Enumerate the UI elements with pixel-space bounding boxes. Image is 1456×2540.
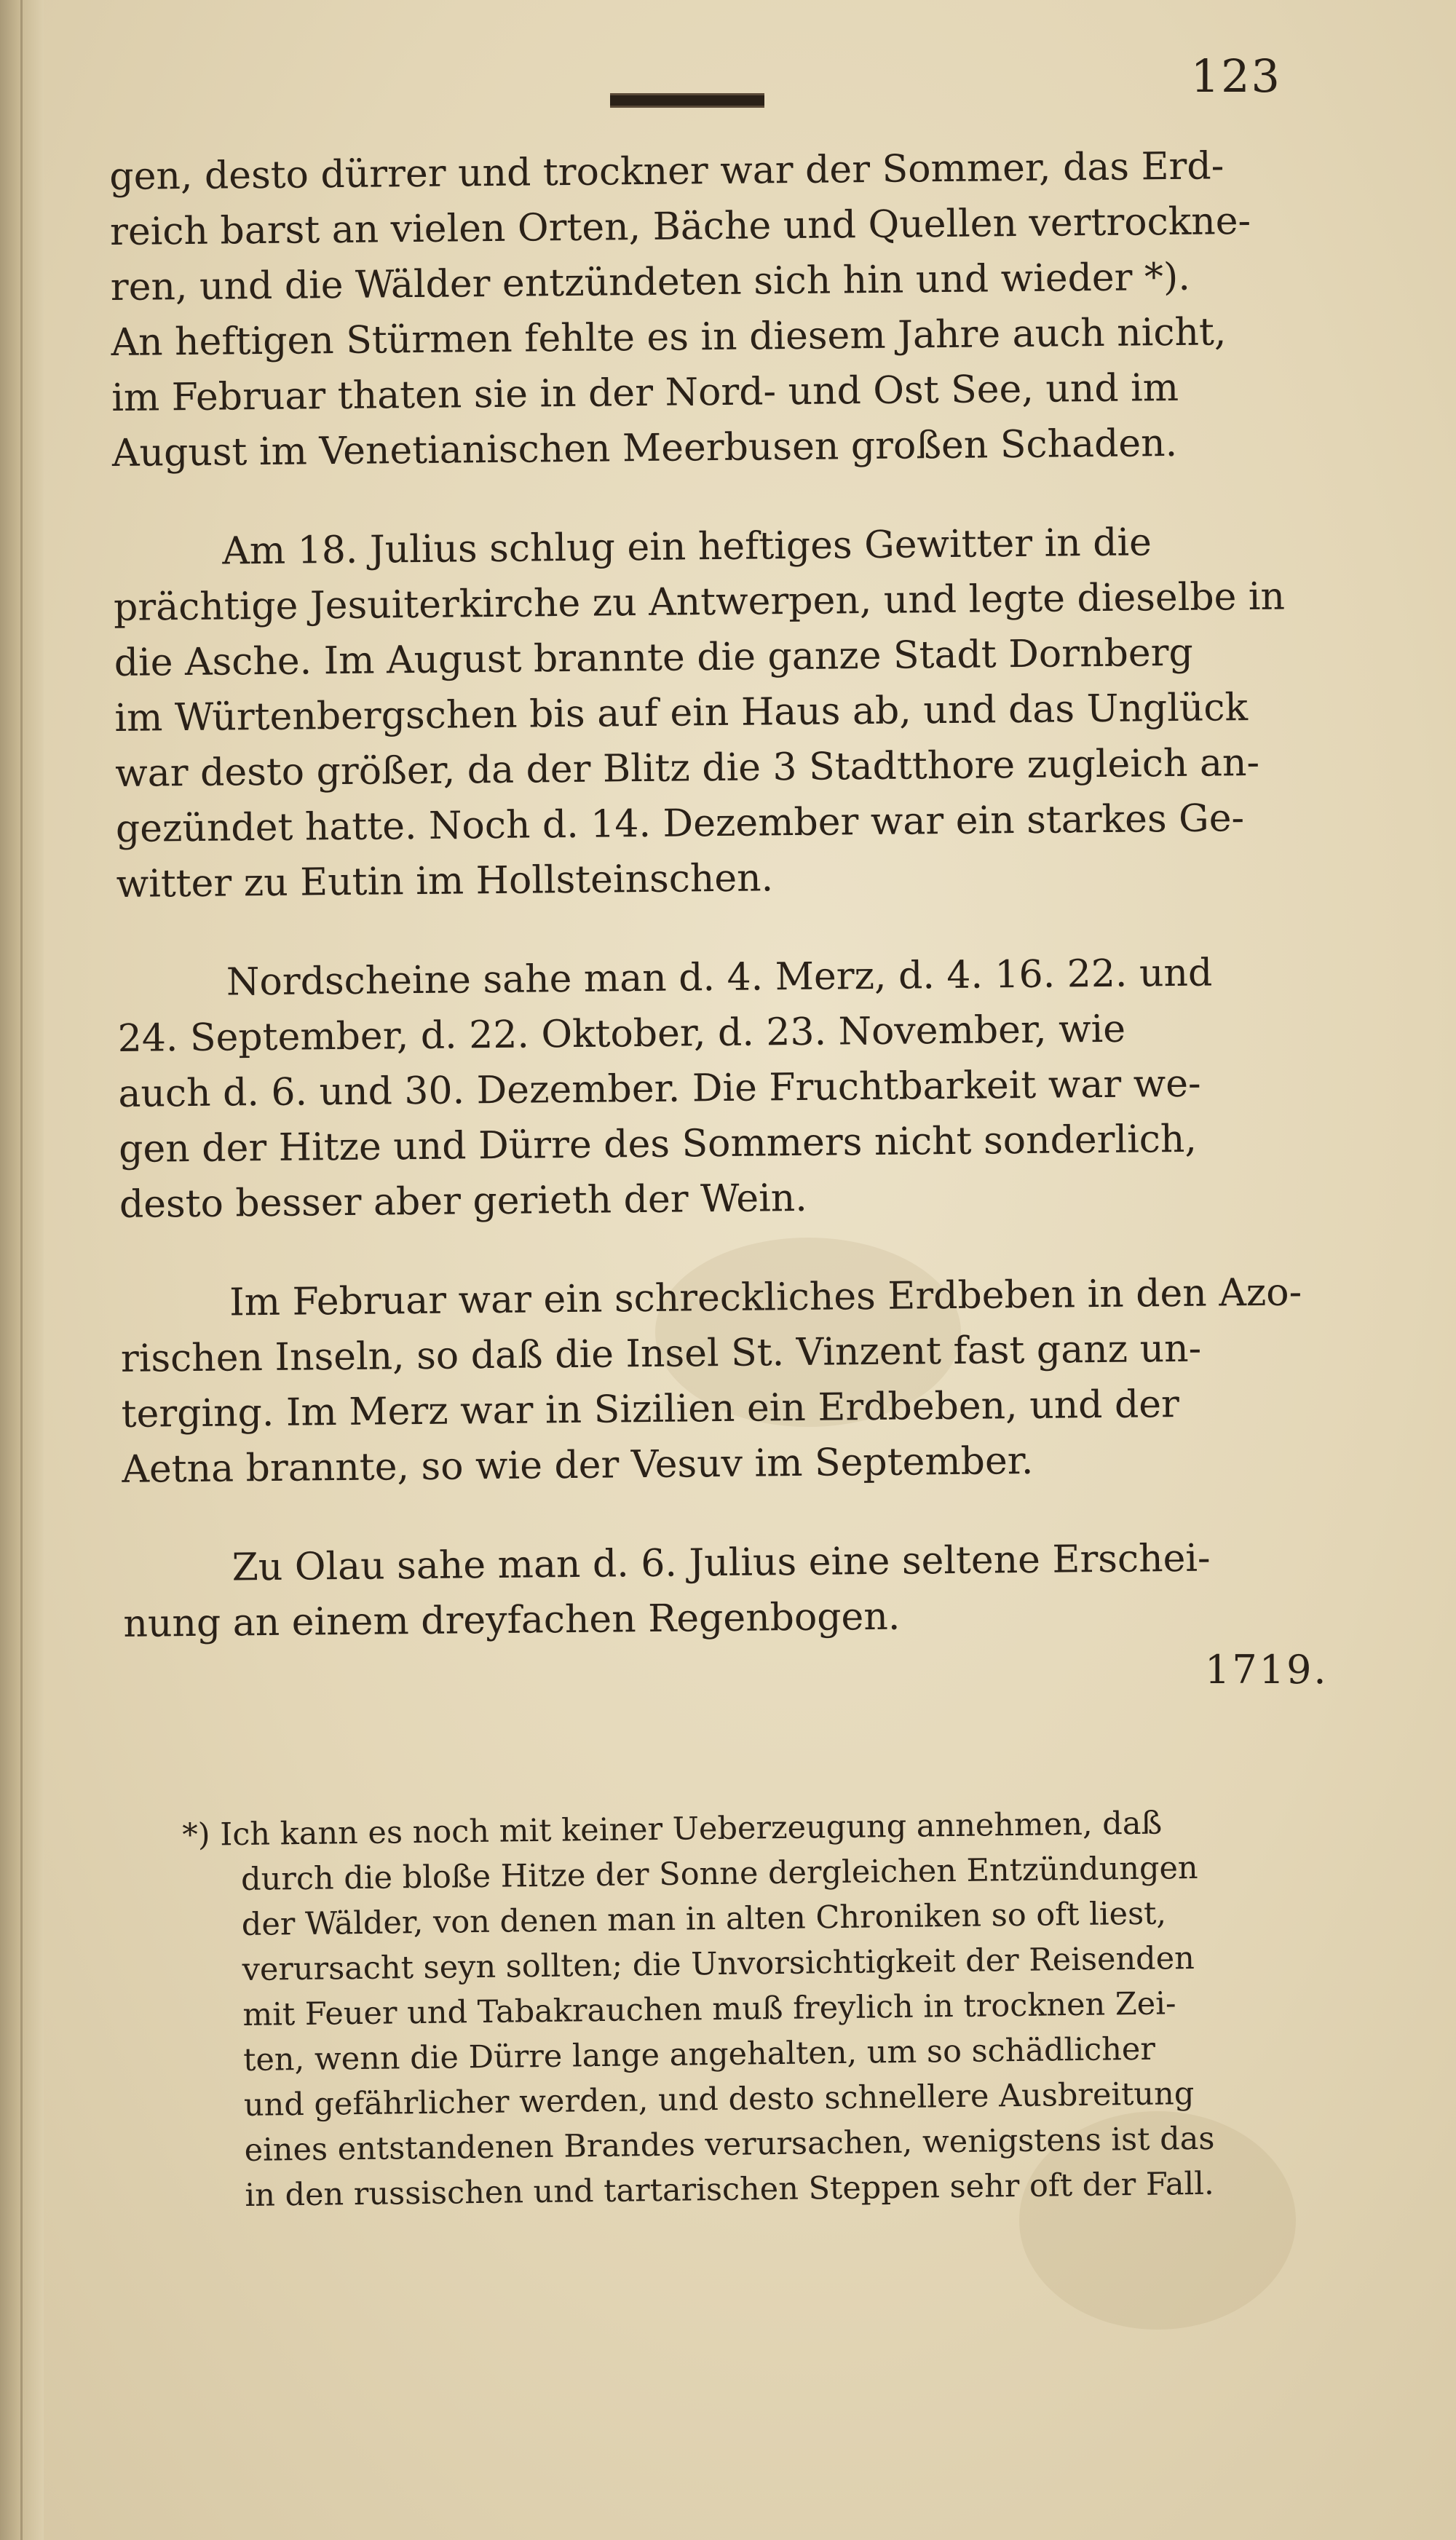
text-line: gen, desto dürrer und trockner war der Sommer, das Erd- [109, 144, 1224, 199]
text-line: witter zu Eutin im Hollsteinschen. [116, 856, 774, 906]
footnote-line: und gefährlicher werden, und desto schnellere Ausbreitung [243, 2076, 1195, 2124]
text-line: war desto größer, da der Blitz die 3 Stadtthore zugleich an- [114, 740, 1260, 796]
footnote-line: mit Feuer und Tabakrauchen muß freylich in trocknen Zei- [242, 1985, 1176, 2033]
paragraph-1 [109, 138, 1299, 481]
text-line: gezündet hatte. Noch d. 14. Dezember war ein starkes Ge- [115, 796, 1245, 851]
text-line: Im Februar war ein schreckliches Erdbeben in den Azo- [229, 1270, 1302, 1325]
text-line: rischen Inseln, so daß die Insel St. Vinzent fast ganz un- [120, 1326, 1202, 1381]
footnote [182, 1798, 1352, 2219]
footnote-line: durch die bloße Hitze der Sonne dergleichen Entzündungen [240, 1849, 1198, 1899]
text-line: Aetna brannte, so wie der Vesuv im September. [122, 1439, 1034, 1492]
paragraph-5 [122, 1530, 1310, 1652]
text-line: nung an einem dreyfachen Regenbogen. [123, 1594, 901, 1646]
text-line: prächtige Jesuiterkirche zu Antwerpen, und legte dieselbe in [113, 574, 1286, 630]
text-line: August im Venetianischen Meerbusen großen Schaden. [111, 421, 1178, 475]
text-line: gen der Hitze und Dürre des Sommers nicht sonderlich, [118, 1117, 1198, 1171]
text-line: auch d. 6. und 30. Dezember. Die Fruchtbarkeit war we- [118, 1061, 1201, 1116]
text-line: desto besser aber gerieth der Wein. [119, 1176, 808, 1227]
text-line: Am 18. Julius schlug ein heftiges Gewitter in die [222, 521, 1152, 574]
paragraph-4 [120, 1265, 1309, 1498]
gutter-line [20, 0, 23, 2540]
text-line: die Asche. Im August brannte die ganze Stadt Dornberg [114, 630, 1194, 685]
text-line: Zu Olau sahe man d. 6. Julius eine seltene Erschei- [232, 1536, 1211, 1590]
footnote-line: eines entstandenen Brandes verursachen, wenigstens ist das [244, 2120, 1215, 2169]
text-line: An heftigen Stürmen fehlte es in diesem Jahre auch nicht, [111, 310, 1227, 365]
text-line: im Würtenbergschen bis auf ein Haus ab, und das Unglück [114, 686, 1249, 740]
body-text [109, 138, 1310, 1652]
page-number: 123 [1190, 50, 1281, 103]
text-line: Nordscheine sahe man d. 4. Merz, d. 4. 16. 22. und [226, 951, 1213, 1005]
footnote-line: in den russischen und tartarischen Steppen sehr oft der Fall. [245, 2165, 1214, 2214]
text-line: ren, und die Wälder entzündeten sich hin und wieder *). [110, 255, 1191, 309]
text-line: terging. Im Merz war in Sizilien ein Erdbeben, und der [121, 1382, 1180, 1436]
footnote-line: verursacht seyn sollten; die Unvorsichtigkeit der Reisenden [242, 1940, 1195, 1989]
footnote-line: der Wälder, von denen man in alten Chroniken so oft liest, [241, 1895, 1167, 1944]
text-line: im Februar thaten sie in der Nord- und Ost See, und im [111, 365, 1179, 420]
footnote-line: ten, wenn die Dürre lange angehalten, um so schädlicher [242, 2030, 1156, 2078]
text-line: reich barst an vielen Orten, Bäche und Quellen vertrockne- [109, 199, 1251, 254]
paragraph-3 [117, 944, 1307, 1233]
text-line: 24. September, d. 22. Oktober, d. 23. November, wie [117, 1007, 1126, 1061]
header-rule [610, 93, 764, 108]
catchword: 1719. [1205, 1647, 1329, 1693]
paragraph-2 [113, 513, 1303, 912]
footnote-line: *) Ich kann es noch mit keiner Ueberzeugung annehmen, daß [182, 1805, 1163, 1853]
